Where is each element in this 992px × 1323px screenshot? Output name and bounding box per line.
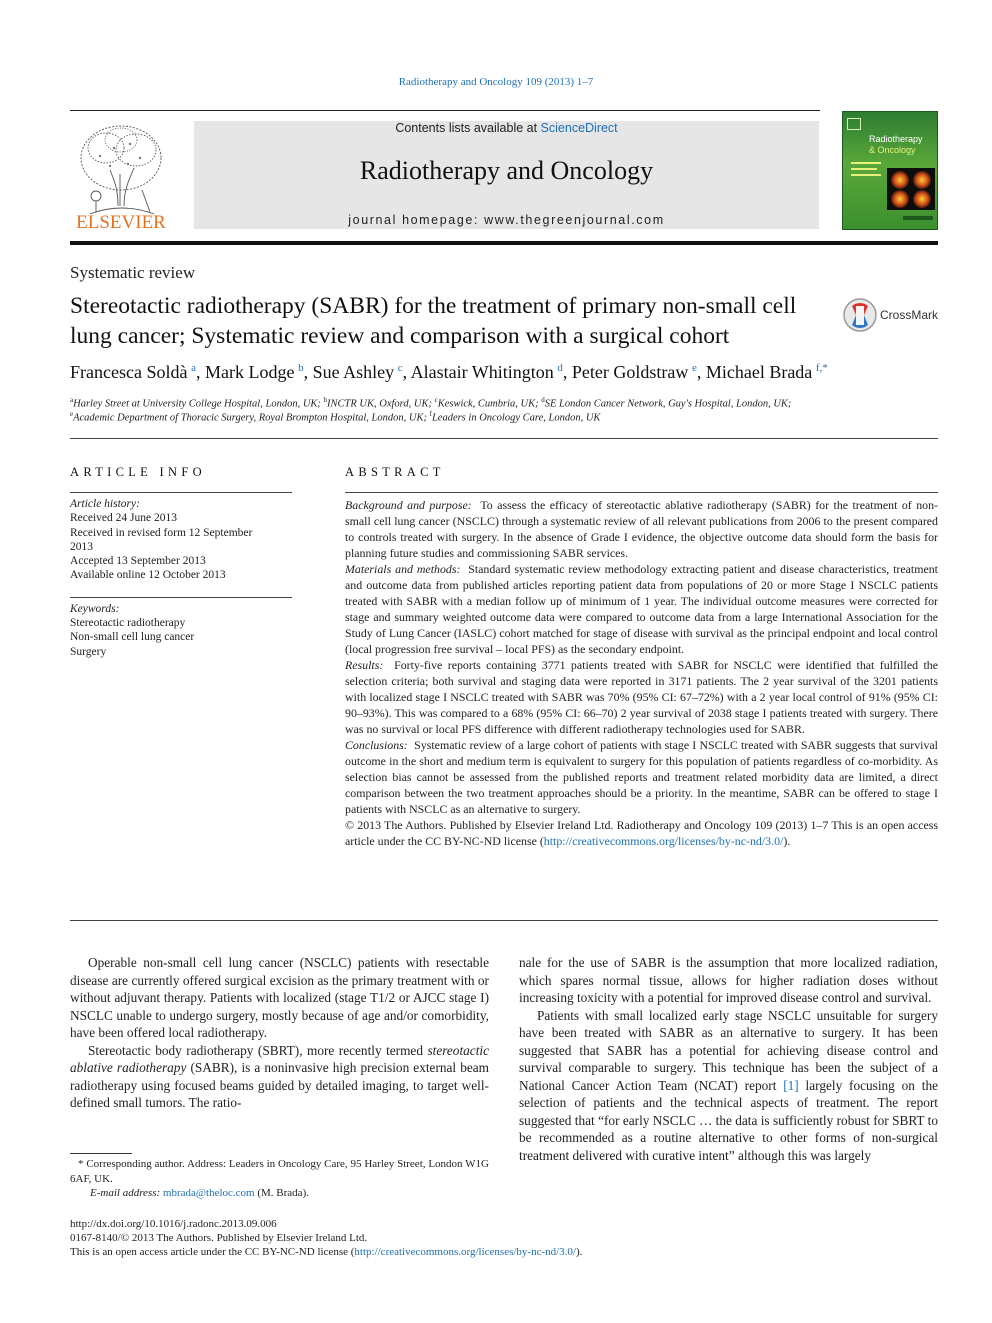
history-revised: Received in revised form 12 September xyxy=(70,527,253,539)
journal-homepage[interactable]: journal homepage: www.thegreenjournal.com xyxy=(348,213,665,227)
abstract-conclusions: Conclusions: Systematic review of a large cohort of patients with stage I NSCLC treated with SABR suggests that survival outcome in the short and medium term is equivalent to surgery for this population of patients regardless of co-morbidity. As selection bias cannot be assessed from the published reports and treatment related morbidity data are limited, a direct comparison between the two treatment approaches should be a priority. In the meantime, SABR can be offered to stage I patients with NSCLC as an alternative to surgery. xyxy=(345,738,938,816)
article-title: Stereotactic radiotherapy (SABR) for the treatment of primary non-small cell lung cancer; Systematic review and comparison with a surgical cohort xyxy=(70,293,797,349)
sciencedirect-link[interactable]: ScienceDirect xyxy=(540,121,618,135)
corresponding-author-address: * Corresponding author. Address: Leaders in Oncology Care, 95 Harley Street, London W1G 6AF, UK. xyxy=(70,1158,489,1185)
open-access-line: This is an open access article under the CC BY-NC-ND license (http://creativecommons.org/licenses/by-nc-nd/3.0/). xyxy=(70,1246,583,1258)
doi-link[interactable]: http://dx.doi.org/10.1016/j.radonc.2013.09.006 xyxy=(70,1218,277,1230)
abstract-results: Results: Forty-five reports containing 3771 patients treated with SABR for NSCLC were identified that fulfilled the selection criteria; both survival and staging data were reported in 3171 patients. The 2 year survival of the 3201 patients with localized stage I NSCLC treated with SABR was 70% (95% CI: 67–72%) with a 2 year local control of 91% (95% CI: 90–93%). This was compared to a 68% (95% CI: 66–70) 2 year survival of 2038 stage I patients treated with surgery. There was no survival or local PFS difference with different radiotherapy technologies used for SABR. xyxy=(345,658,938,736)
history-label: Article history: xyxy=(70,498,140,510)
author-name[interactable]: Mark Lodge xyxy=(204,362,295,382)
header-top-rule xyxy=(70,110,820,111)
abstract-body xyxy=(345,497,938,849)
body-paragraph: nale for the use of SABR is the assumption that more localized radiation, which spares normal tissue, allows for higher radiation doses without increasing toxicity with a potential for improved disease control and survival. xyxy=(519,955,938,1005)
affiliations-line-2: $^e$Academic Department of Thoracic Surgery, Royal Brompton Hospital, London, UK; $^f$Leaders in Oncology Care, London, UK xyxy=(70,410,601,424)
abstract-background: Background and purpose: To assess the efficacy of stereotactic ablative radiotherapy (SABR) for the treatment of non-small cell lung cancer (NSCLC) through a systematic review of all relevant publications from 2006 to the present compared to controls treated with surgery. In the absence of Grade I evidence, the objective outcome data should form the basis for planning future studies and commissioning SABR services. xyxy=(345,498,938,560)
keyword-item: Surgery xyxy=(70,646,107,658)
body-left-column xyxy=(70,954,489,1112)
abstract-divider xyxy=(70,920,938,921)
corresponding-author-email: E-mail address: mbrada@theloc.com (M. Brada). xyxy=(90,1187,309,1199)
cover-publisher-mark xyxy=(847,118,861,130)
author-affiliation-mark[interactable]: d xyxy=(557,362,563,374)
affiliation-divider xyxy=(70,438,938,439)
footnote-rule xyxy=(70,1153,132,1154)
license-link[interactable]: http://creativecommons.org/licenses/by-nc-nd/3.0/ xyxy=(543,834,784,848)
author-affiliation-mark[interactable]: b xyxy=(298,362,304,374)
history-online: Available online 12 October 2013 xyxy=(70,569,226,581)
author-name[interactable]: Francesca Soldà xyxy=(70,362,188,382)
contents-availability-line xyxy=(194,121,819,135)
header-bottom-rule xyxy=(70,241,938,245)
cover-title-line1: Radiotherapy xyxy=(869,134,923,144)
author-affiliation-mark[interactable]: f,* xyxy=(815,362,828,374)
crossmark-label: CrossMark xyxy=(880,308,939,322)
author-name[interactable]: Alastair Whitington xyxy=(410,362,554,382)
footer-license-link[interactable]: http://creativecommons.org/licenses/by-nc-nd/3.0/ xyxy=(354,1246,576,1258)
author-name[interactable]: Sue Ashley xyxy=(312,362,395,382)
corresponding-author-footnote xyxy=(70,1157,489,1201)
reference-link[interactable]: [1] xyxy=(783,1077,799,1093)
body-paragraph: Operable non-small cell lung cancer (NSCLC) patients with resectable disease are currently offered surgical excision as the primary treatment with or without adjuvant therapy. Patients with localized (stage T1/2 or AJCC stage I) NSCLC unable to undergo surgery, mostly because of age and/or comorbidity, have been offered local radiotherapy. xyxy=(70,955,489,1040)
article-type: Systematic review xyxy=(70,263,196,282)
author-affiliation-mark[interactable]: e xyxy=(691,362,697,374)
abstract-rule xyxy=(345,492,938,493)
keywords-rule xyxy=(70,597,292,598)
article-info-heading: ARTICLE INFO xyxy=(70,465,206,479)
email-link[interactable]: mbrada@theloc.com xyxy=(162,1187,255,1199)
keywords-label: Keywords: xyxy=(70,603,120,615)
issn-line: 0167-8140/© 2013 The Authors. Published by Elsevier Ireland Ltd. xyxy=(70,1232,368,1244)
contents-prefix: Contents lists available at xyxy=(395,121,541,135)
elsevier-wordmark: ELSEVIER xyxy=(76,212,166,230)
affiliations-line-1: $^a$Harley Street at University College Hospital, London, UK; $^b$INCTR UK, Oxford, UK; $^c$Keswick, Cumbria, UK; $^d$SE London Cancer Network, Guy's Hospital, London, UK; xyxy=(70,396,792,410)
journal-name: Radiotherapy and Oncology xyxy=(359,156,654,185)
author-affiliation-mark[interactable]: c xyxy=(397,362,403,374)
author-list: Francesca Soldà $^a$, Mark Lodge $^b$, Sue Ashley $^c$, Alastair Whitington $^d$, Peter Goldstraw $^e$, Michael Brada $^{f,*}$ xyxy=(70,362,828,382)
cover-scan-panel xyxy=(887,168,935,210)
author-name[interactable]: Michael Brada xyxy=(705,362,813,382)
article-info-rule xyxy=(70,492,292,493)
author-name[interactable]: Peter Goldstraw xyxy=(571,362,689,382)
author-affiliation-mark[interactable]: a xyxy=(191,362,196,374)
journal-citation[interactable]: Radiotherapy and Oncology 109 (2013) 1–7 xyxy=(398,76,594,88)
elsevier-tree-logo xyxy=(70,118,172,230)
keyword-item: Non-small cell lung cancer xyxy=(70,631,195,643)
abstract-copyright: © 2013 The Authors. Published by Elsevier Ireland Ltd. Radiotherapy and Oncology 109 (2013) 1–7 This is an open access article under the CC BY-NC-ND license (http://creativecommons.org/licenses/by-nc-nd/3.0/). xyxy=(345,818,938,848)
abstract-heading: ABSTRACT xyxy=(345,465,445,479)
abstract-methods: Materials and methods: Standard systematic review methodology extracting patient and disease characteristics, treatment and outcome data from published articles reporting patient data from populations of 20 or more Stage I NSCLC patients treated with SABR with a median follow up of minimum of 1 year. The individual outcome measures were corrected for stage and summary weighted outcome data were compared to outcome data from a large International Association for the Study of Lung Cancer (IASLC) cohort matched for stage of disease with survival as the principal endpoint and local control (local progression free survival – local PFS) as the secondary endpoint. xyxy=(345,562,938,656)
body-paragraph: Stereotactic body radiotherapy (SBRT), more recently termed stereotactic ablative radiotherapy (SABR), is a noninvasive high precision external beam radiotherapy using focused beams guided by detailed imaging, to target well-defined small tumors. The ratio- xyxy=(70,1042,490,1110)
history-accepted: Accepted 13 September 2013 xyxy=(70,555,206,567)
body-right-column xyxy=(519,954,938,1164)
history-received: Received 24 June 2013 xyxy=(70,512,177,524)
history-revised-year: 2013 xyxy=(70,541,93,553)
journal-cover-thumbnail xyxy=(842,111,938,230)
body-paragraph: Patients with small localized early stage NSCLC unsuitable for surgery have been treated with SABR as an alternative to surgery. It has been suggested that SABR has a potential for achieving disease control and survival comparable to surgery. This technique has been the subject of a National Cancer Action Team (NCAT) report [1] largely focusing on the selection of patients and the technical aspects of treatment. The report suggested that “for early NSCLC … the data is sufficiently robust for SBRT to be recommended as a routine alternative to other forms of non-surgical treatment delivered with curative intent” although this was largely xyxy=(519,1007,939,1163)
cover-title-line2: & Oncology xyxy=(869,145,916,155)
keyword-item: Stereotactic radiotherapy xyxy=(70,617,186,629)
